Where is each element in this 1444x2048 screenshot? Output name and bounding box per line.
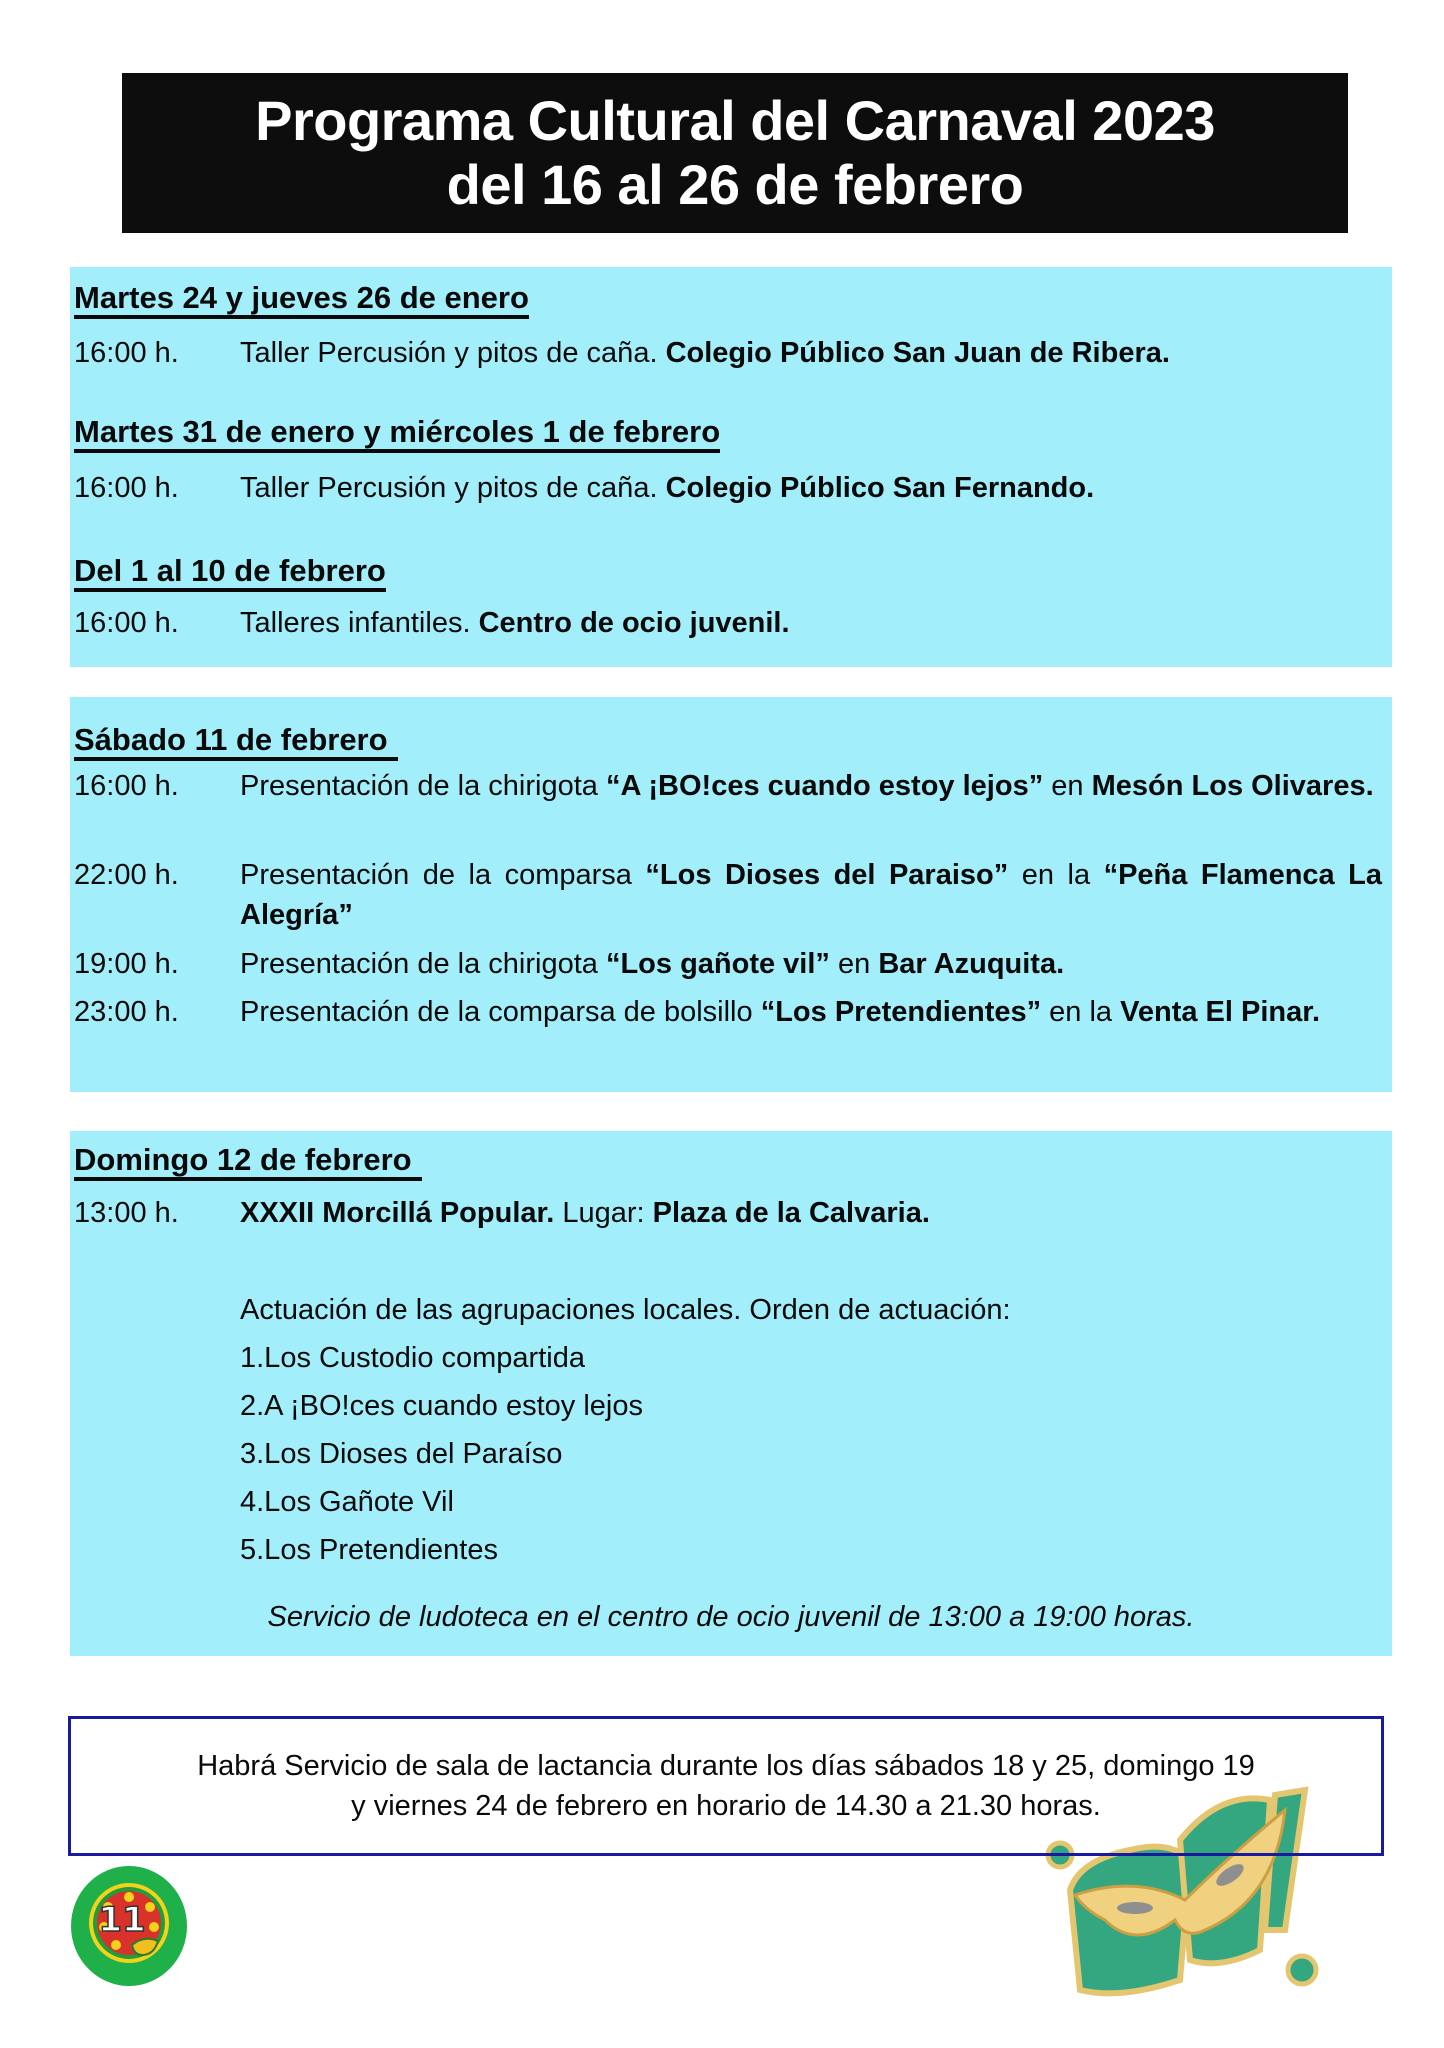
event-place: Colegio Público San Fernando. (665, 472, 1095, 504)
event-place: “Peña Flamenca La Alegría” (240, 859, 1383, 931)
panel-sunday-12 (70, 1131, 1392, 1656)
event-text: en la (1021, 859, 1091, 891)
event-text: Presentación de la comparsa (240, 859, 632, 891)
event-text: Presentación de la comparsa de bolsillo (240, 996, 753, 1028)
section-heading: Martes 24 y jueves 26 de enero (74, 281, 529, 319)
event-group: “Los Pretendientes” (760, 996, 1042, 1028)
ludoteca-note: Servicio de ludoteca en el centro de ocio juvenil de 13:00 a 19:00 horas. (267, 1601, 1195, 1633)
title-line-2: del 16 al 26 de febrero (446, 153, 1024, 216)
panel-saturday-11 (70, 697, 1392, 1092)
event-text: en (838, 948, 871, 980)
event-text: Talleres infantiles. (240, 607, 471, 639)
event-text: Taller Percusión y pitos de caña. (240, 337, 658, 369)
event-text: Taller Percusión y pitos de caña. (240, 472, 658, 504)
badge-number: 11 (98, 1900, 146, 1940)
section-heading: Domingo 12 de febrero (74, 1143, 422, 1181)
event-text: Presentación de la chirigota (240, 948, 598, 980)
event-row (74, 603, 1382, 643)
event-text: en (1051, 770, 1084, 802)
page-title (122, 73, 1348, 233)
event-title: XXXII Morcillá Popular. (240, 1197, 555, 1229)
event-time: 16:00 h. (74, 770, 179, 802)
event-row (74, 1193, 1382, 1233)
event-place: Plaza de la Calvaria. (652, 1197, 930, 1229)
event-time: 13:00 h. (74, 1197, 179, 1229)
notice-line-2: y viernes 24 de febrero en horario de 14.30 a 21.30 horas. (351, 1790, 1101, 1822)
event-group: “A ¡BO!ces cuando estoy lejos” (605, 770, 1044, 802)
event-place: Mesón Los Olivares. (1091, 770, 1374, 802)
section-heading: Sábado 11 de febrero (74, 723, 398, 761)
section-heading: Del 1 al 10 de febrero (74, 554, 386, 592)
event-place: Venta El Pinar. (1120, 996, 1320, 1028)
event-row (74, 992, 1382, 1032)
event-time: 16:00 h. (74, 337, 179, 369)
title-line-1: Programa Cultural del Carnaval 2023 (255, 89, 1215, 152)
performance-item: 3.Los Dioses del Paraíso (240, 1438, 563, 1470)
event-place: Bar Azuquita. (878, 948, 1065, 980)
event-row (74, 944, 1382, 984)
lactation-notice (68, 1716, 1384, 1856)
event-time: 23:00 h. (74, 996, 179, 1028)
event-row (74, 468, 1382, 508)
section-heading: Martes 31 de enero y miércoles 1 de febrero (74, 415, 720, 453)
performance-item: 1.Los Custodio compartida (240, 1342, 585, 1374)
event-time: 19:00 h. (74, 948, 179, 980)
event-group: “Los gañote vil” (605, 948, 830, 980)
panel-january-workshops (70, 267, 1392, 667)
event-label: Lugar: (562, 1197, 645, 1229)
event-time: 22:00 h. (74, 859, 179, 891)
event-row (74, 766, 1382, 806)
notice-line-1: Habrá Servicio de sala de lactancia durante los días sábados 18 y 25, domingo 19 (197, 1750, 1255, 1782)
logo-text: ¡BO! (1188, 2015, 1192, 2016)
event-time: 16:00 h. (74, 472, 179, 504)
event-row (74, 333, 1382, 373)
performance-item: 2.A ¡BO!ces cuando estoy lejos (240, 1390, 643, 1422)
carnival-badge-icon (70, 1865, 188, 1987)
event-row (74, 855, 1382, 935)
performances-intro: Actuación de las agrupaciones locales. Orden de actuación: (240, 1294, 1011, 1326)
event-place: Colegio Público San Juan de Ribera. (665, 337, 1170, 369)
event-text: en la (1049, 996, 1113, 1028)
performance-item: 5.Los Pretendientes (240, 1534, 498, 1566)
event-group: “Los Dioses del Paraiso” (645, 859, 1009, 891)
event-text: Presentación de la chirigota (240, 770, 598, 802)
event-place: Centro de ocio juvenil. (478, 607, 790, 639)
performance-item: 4.Los Gañote Vil (240, 1486, 454, 1518)
event-time: 16:00 h. (74, 607, 179, 639)
